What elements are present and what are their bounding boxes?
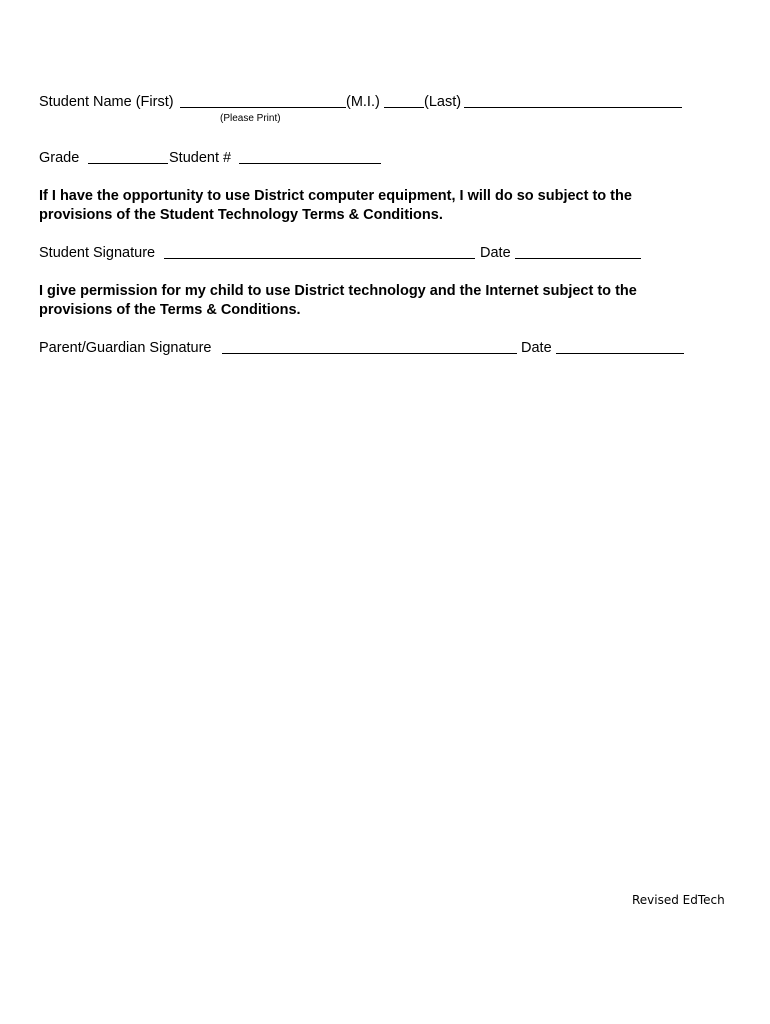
student-date-label: Date bbox=[480, 245, 511, 261]
parent-signature-field[interactable] bbox=[222, 353, 517, 354]
first-name-field[interactable] bbox=[180, 107, 346, 108]
please-print-note: (Please Print) bbox=[220, 113, 281, 124]
student-statement bbox=[39, 187, 632, 225]
student-statement-line-1: If I have the opportunity to use District computer equipment, I will do so subject to the bbox=[39, 188, 632, 204]
student-signature-field[interactable] bbox=[164, 258, 475, 259]
grade-label: Grade bbox=[39, 150, 80, 166]
parent-statement bbox=[39, 282, 637, 320]
middle-initial-field[interactable] bbox=[384, 107, 424, 108]
parent-statement-line-1: I give permission for my child to use District technology and the Internet subject to the bbox=[39, 283, 637, 299]
middle-initial-label: (M.I.) bbox=[346, 94, 380, 110]
student-signature-label: Student Signature bbox=[39, 245, 156, 261]
first-name-label: Student Name (First) bbox=[39, 94, 174, 110]
last-name-field[interactable] bbox=[464, 107, 682, 108]
parent-statement-line-2: provisions of the Terms & Conditions. bbox=[39, 302, 301, 318]
student-date-field[interactable] bbox=[515, 258, 641, 259]
parent-date-field[interactable] bbox=[556, 353, 684, 354]
student-number-field[interactable] bbox=[239, 163, 381, 164]
grade-field[interactable] bbox=[88, 163, 168, 164]
student-statement-line-2: provisions of the Student Technology Terms & Conditions. bbox=[39, 207, 443, 223]
revision-footer: Revised EdTech bbox=[632, 893, 725, 907]
last-name-label: (Last) bbox=[424, 94, 462, 110]
parent-date-label: Date bbox=[521, 340, 552, 356]
student-number-label: Student # bbox=[169, 150, 232, 166]
parent-signature-label: Parent/Guardian Signature bbox=[39, 340, 212, 356]
